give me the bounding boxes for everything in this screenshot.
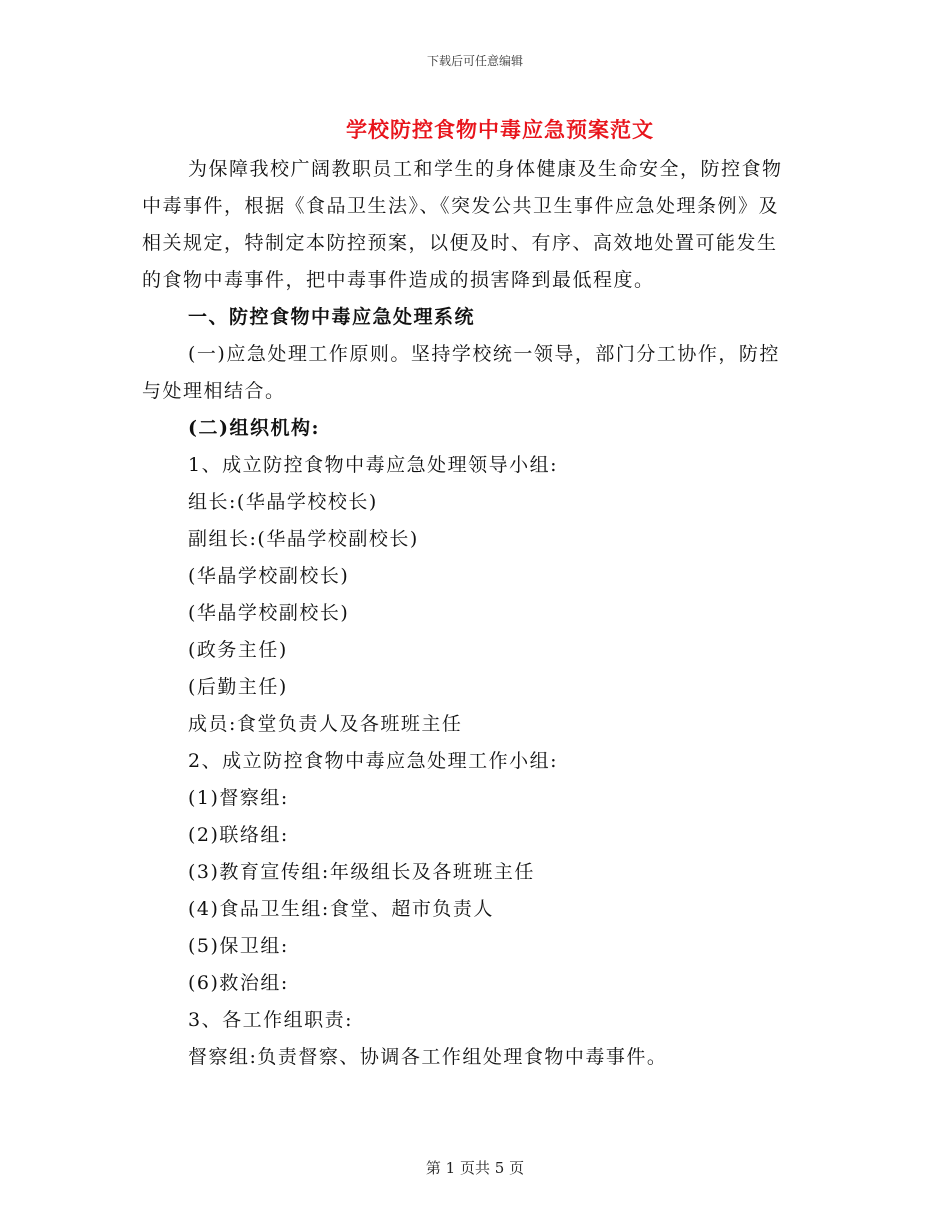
principle-paragraph: (一)应急处理工作原则。坚持学校统一领导，部门分工协作，防控与处理相结合。: [142, 343, 780, 402]
list-item: (政务主任): [188, 639, 288, 661]
org-heading: (二)组织机构:: [188, 417, 320, 439]
work-group-title: 2、成立防控食物中毒应急处理工作小组:: [188, 750, 558, 772]
page-number: 第 1 页共 5 页: [425, 1159, 525, 1177]
list-item: 督察组:负责督察、协调各工作组处理食物中毒事件。: [188, 1046, 668, 1068]
list-item: (华晶学校副校长): [188, 602, 350, 624]
list-item: (1)督察组:: [188, 787, 289, 809]
intro-paragraph: 为保障我校广阔教职员工和学生的身体健康及生命安全，防控食物中毒事件，根据《食品卫生法》、《突发公共卫生事件应急处理条例》及相关规定，特制定本防控预案，以便及时、有序、高效地处置可能发生的食物中毒事件，把中毒事件造成的损害降到最低程度。: [142, 158, 783, 291]
duties-title: 3、各工作组职责:: [188, 1009, 353, 1031]
list-item: (5)保卫组:: [188, 935, 289, 957]
list-item: 组长:(华晶学校校长): [188, 491, 378, 513]
list-item: (华晶学校副校长): [188, 565, 350, 587]
document-title: 学校防控食物中毒应急预案范文: [346, 117, 654, 142]
section-heading: 一、防控食物中毒应急处理系统: [188, 306, 476, 328]
document-body: [142, 151, 797, 1076]
list-item: 副组长:(华晶学校副校长): [188, 528, 419, 550]
list-item: (4)食品卫生组:食堂、超市负责人: [188, 898, 494, 920]
list-item: (后勤主任): [188, 676, 288, 698]
list-item: (2)联络组:: [188, 824, 289, 846]
list-item: 成员:食堂负责人及各班班主任: [188, 713, 463, 735]
list-item: (3)教育宣传组:年级组长及各班班主任: [188, 861, 535, 883]
page-header: 下载后可任意编辑: [426, 54, 523, 68]
leader-group-title: 1、成立防控食物中毒应急处理领导小组:: [188, 454, 558, 476]
list-item: (6)救治组:: [188, 972, 289, 994]
